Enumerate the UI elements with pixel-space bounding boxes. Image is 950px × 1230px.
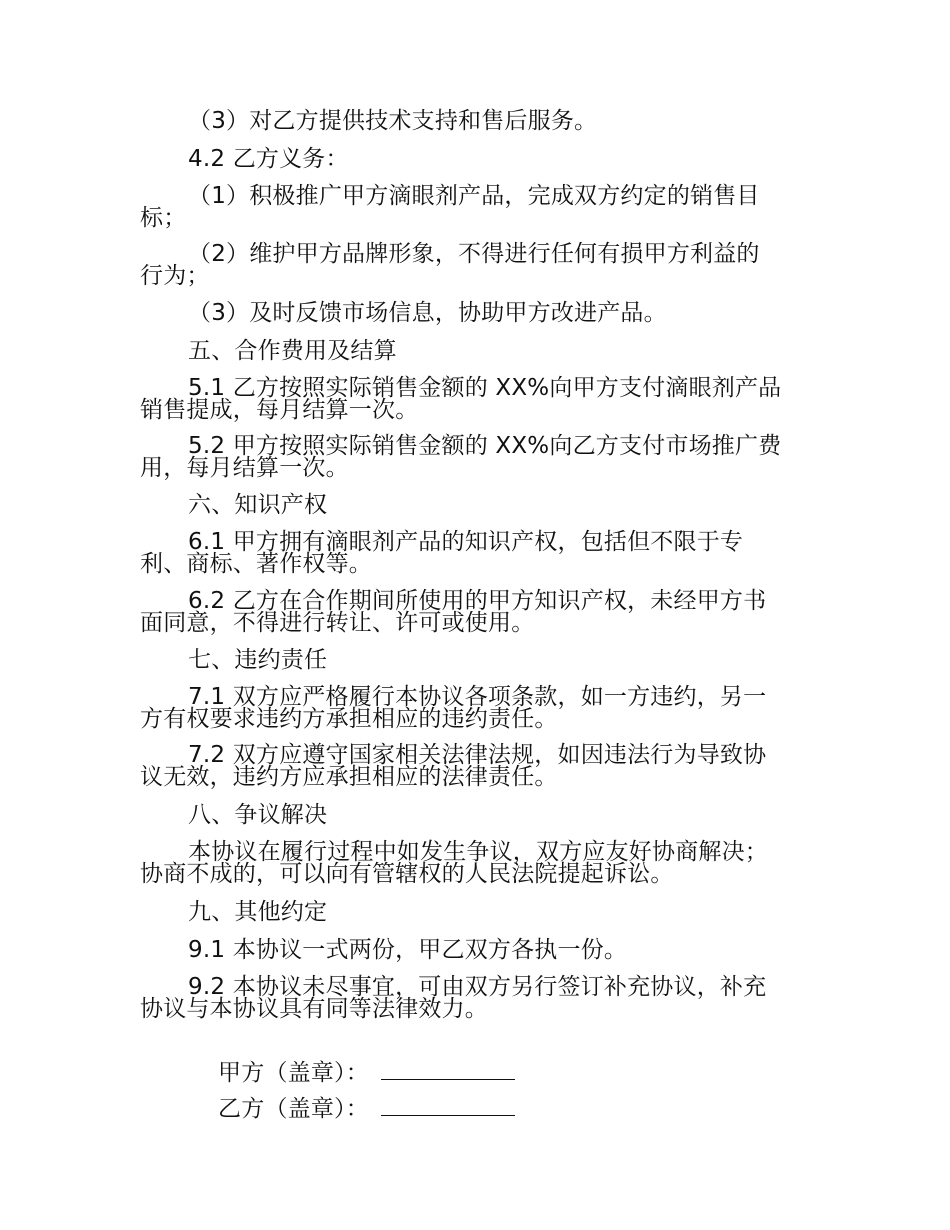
clause-5-2-line-1: 5.2 甲方按照实际销售金额的 XX%向乙方支付市场推广费 [188, 433, 782, 459]
clause-4-2-2-line-2: 行为； [140, 263, 210, 289]
section-6-heading: 六、知识产权 [188, 492, 328, 518]
clause-9-1-line: 9.1 本协议一式两份，甲乙双方各执一份。 [188, 937, 628, 963]
clause-4-2-1-line-2: 标； [140, 205, 187, 231]
clause-7-2-line-1: 7.2 双方应遵守国家相关法律法规，如因违法行为导致协 [188, 742, 767, 768]
clause-7-1-line-2: 方有权要求违约方承担相应的违约责任。 [140, 706, 558, 732]
clause-3-3-line: （3）对乙方提供技术支持和售后服务。 [188, 108, 598, 134]
clause-5-1-line-2: 销售提成，每月结算一次。 [140, 397, 419, 423]
clause-9-2-line-1: 9.2 本协议未尽事宜，可由双方另行签订补充协议，补充 [188, 974, 767, 1000]
clause-4-2-heading: 4.2 乙方义务： [188, 146, 349, 172]
section-7-heading: 七、违约责任 [188, 647, 328, 673]
clause-7-2-line-2: 议无效，违约方应承担相应的法律责任。 [140, 764, 558, 790]
party-b-signature-line [188, 1072, 868, 1145]
clause-5-2-line-2: 用，每月结算一次。 [140, 455, 349, 481]
section-9-heading: 九、其他约定 [188, 899, 328, 925]
clause-4-2-3-line: （3）及时反馈市场信息，协助甲方改进产品。 [188, 300, 667, 326]
dispute-line-2: 协商不成的，可以向有管辖权的人民法院提起诉讼。 [140, 861, 674, 887]
party-b-signature-blank [381, 1096, 515, 1116]
clause-6-1-line-1: 6.1 甲方拥有滴眼剂产品的知识产权，包括但不限于专 [188, 529, 744, 555]
clause-6-2-line-2: 面同意，不得进行转让、许可或使用。 [140, 610, 535, 636]
party-b-seal-label: 乙方（盖章）： [218, 1096, 369, 1122]
clause-6-1-line-2: 利、商标、著作权等。 [140, 551, 372, 577]
clause-4-2-1-line-1: （1）积极推广甲方滴眼剂产品，完成双方约定的销售目 [188, 183, 760, 209]
section-5-heading: 五、合作费用及结算 [188, 338, 397, 364]
clause-9-2-line-2: 协议与本协议具有同等法律效力。 [140, 996, 488, 1022]
clause-5-1-line-1: 5.1 乙方按照实际销售金额的 XX%向甲方支付滴眼剂产品 [188, 375, 782, 401]
party-a-seal-label: 甲方（盖章）： [218, 1060, 369, 1086]
section-8-heading: 八、争议解决 [188, 802, 328, 828]
dispute-line-1: 本协议在履行过程中如发生争议，双方应友好协商解决； [188, 839, 768, 865]
clause-6-2-line-1: 6.2 乙方在合作期间所使用的甲方知识产权，未经甲方书 [188, 588, 767, 614]
clause-7-1-line-1: 7.1 双方应严格履行本协议各项条款，如一方违约，另一 [188, 684, 767, 710]
clause-4-2-2-line-1: （2）维护甲方品牌形象，不得进行任何有损甲方利益的 [188, 241, 760, 267]
